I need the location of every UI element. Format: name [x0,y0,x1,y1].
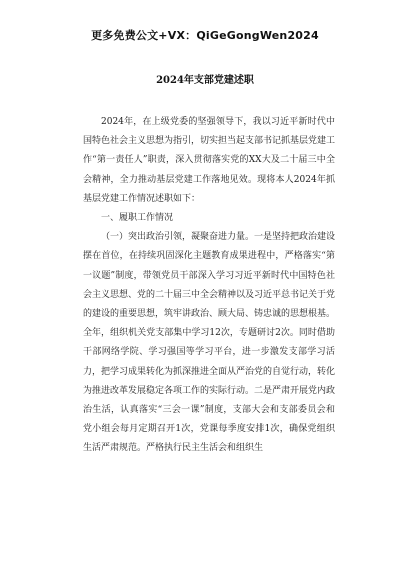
intro-paragraph: 2024年，在上级党委的坚强领导下，我以习近平新时代中国特色社会主义思想为指引，切实担当起支部书记抓基层党建工作“第一责任人”职责，深入贯彻落实党的XX大及二十届三中全会精神，全力推动基层党建工作落地见效。现将本人2024年抓基层党建工作情况述职如下： [83,117,336,204]
header-text: 更多免费公文+VX：QiGeGongWen2024 [91,29,319,42]
document-title: 2024年支部党建述职 [156,75,254,86]
body-paragraph: （一）突出政治引领，凝聚奋进力量。一是坚持把政治建设摆在首位，在持续巩固深化主题教育成果进程中，严格落实“第一议题”制度，带领党员干部深入学习习近平新时代中国特色社会主义思想、党的二十届三中全会精神以及习近平总书记关于党的建设的重要思想，筑牢讲政治、顾大局、铸忠诚的思想根基。全年，组织机关党支部集中学习12次，专题研讨2次。同时借助干部网络学院、学习强国等学习平台，进一步激发支部学习活力，把学习成果转化为抓深推进全面从严治党的自觉行动，转化为推进改革发展稳定各项工作的实际行动。二是严肃开展党内政治生活，认真落实“三会一课”制度，支部大会和支部委员会和党小组会每月定期召开1次，党课每季度安排1次，确保党组织生活严肃规范。严格执行民主生活会和组织生 [83,232,336,454]
document-body [83,113,335,459]
section-heading: 一、履职工作情况 [101,213,174,224]
